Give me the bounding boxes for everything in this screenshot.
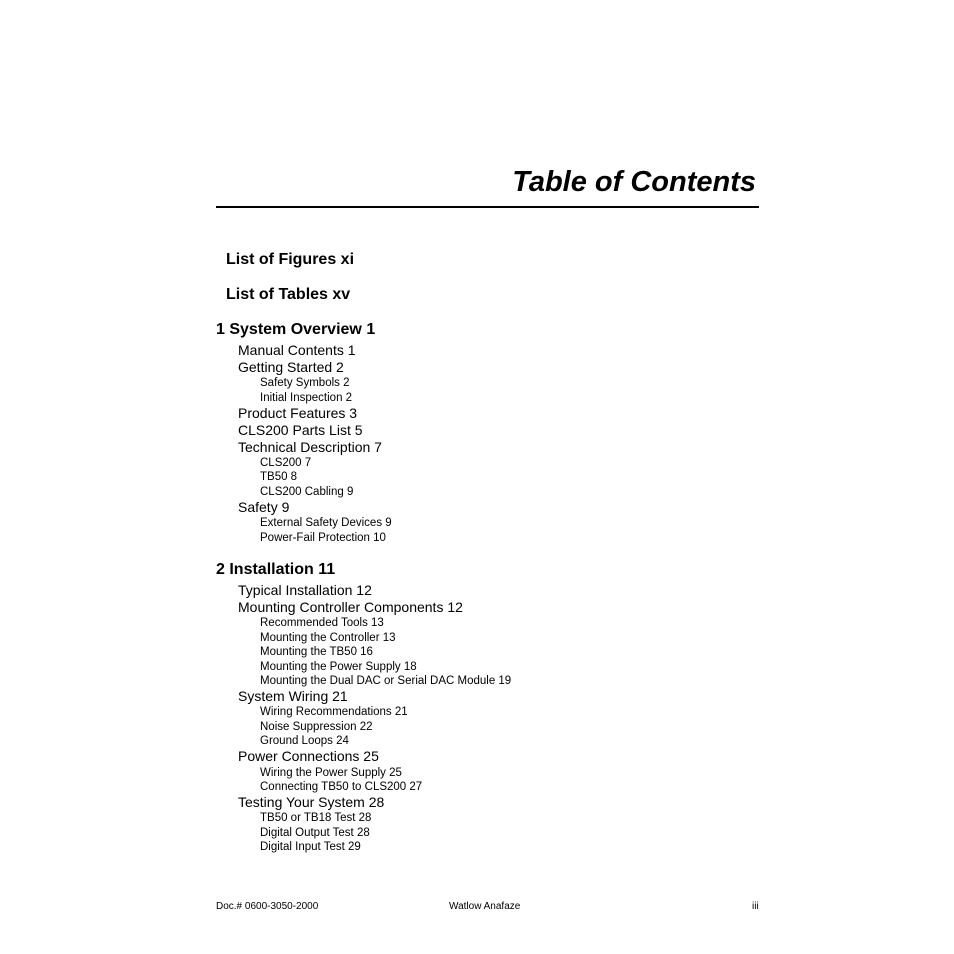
toc-section: Power Connections 25 [238,748,379,764]
toc-chapter: List of Tables xv [226,286,351,303]
toc-subsection: External Safety Devices 9 [260,517,392,529]
toc-section: Technical Description 7 [238,439,382,455]
toc-subsection: Ground Loops 24 [260,735,349,747]
toc-subsection: Wiring the Power Supply 25 [260,767,402,779]
title-divider [216,206,759,208]
page-title: Table of Contents [512,166,756,198]
toc-section: Product Features 3 [238,405,358,421]
toc-subsection: Digital Input Test 29 [260,841,361,853]
toc-subsection: Digital Output Test 28 [260,827,370,839]
toc-section: Getting Started 2 [238,359,344,375]
toc-subsection: TB50 8 [260,471,298,483]
toc-section: Mounting Controller Components 12 [238,599,463,615]
toc-section: Typical Installation 12 [238,582,372,598]
toc-chapter: List of Figures xi [226,251,355,268]
toc-subsection: Power-Fail Protection 10 [260,532,386,544]
toc-section: Safety 9 [238,499,290,515]
footer-page-number: iii [752,901,759,912]
toc-subsection: Recommended Tools 13 [260,617,384,629]
toc-subsection: CLS200 7 [260,457,312,469]
toc-subsection: Mounting the Power Supply 18 [260,661,417,673]
toc-subsection: Mounting the Controller 13 [260,632,396,644]
toc-subsection: Connecting TB50 to CLS200 27 [260,781,423,793]
toc-section: System Wiring 21 [238,688,348,704]
toc-section: CLS200 Parts List 5 [238,422,363,438]
toc-subsection: TB50 or TB18 Test 28 [260,812,372,824]
toc-subsection: Noise Suppression 22 [260,721,373,733]
footer-doc-number: Doc.# 0600-3050-2000 [216,901,319,912]
toc-chapter: 1 System Overview 1 [216,321,376,338]
toc-section: Testing Your System 28 [238,794,385,810]
toc-subsection: Safety Symbols 2 [260,377,350,389]
toc-subsection: Initial Inspection 2 [260,392,353,404]
footer-company: Watlow Anafaze [449,901,521,912]
toc-subsection: CLS200 Cabling 9 [260,486,354,498]
toc-subsection: Wiring Recommendations 21 [260,706,408,718]
toc-section: Manual Contents 1 [238,342,356,358]
toc-chapter: 2 Installation 11 [216,561,336,578]
toc-subsection: Mounting the Dual DAC or Serial DAC Module 19 [260,675,512,687]
toc-subsection: Mounting the TB50 16 [260,646,373,658]
